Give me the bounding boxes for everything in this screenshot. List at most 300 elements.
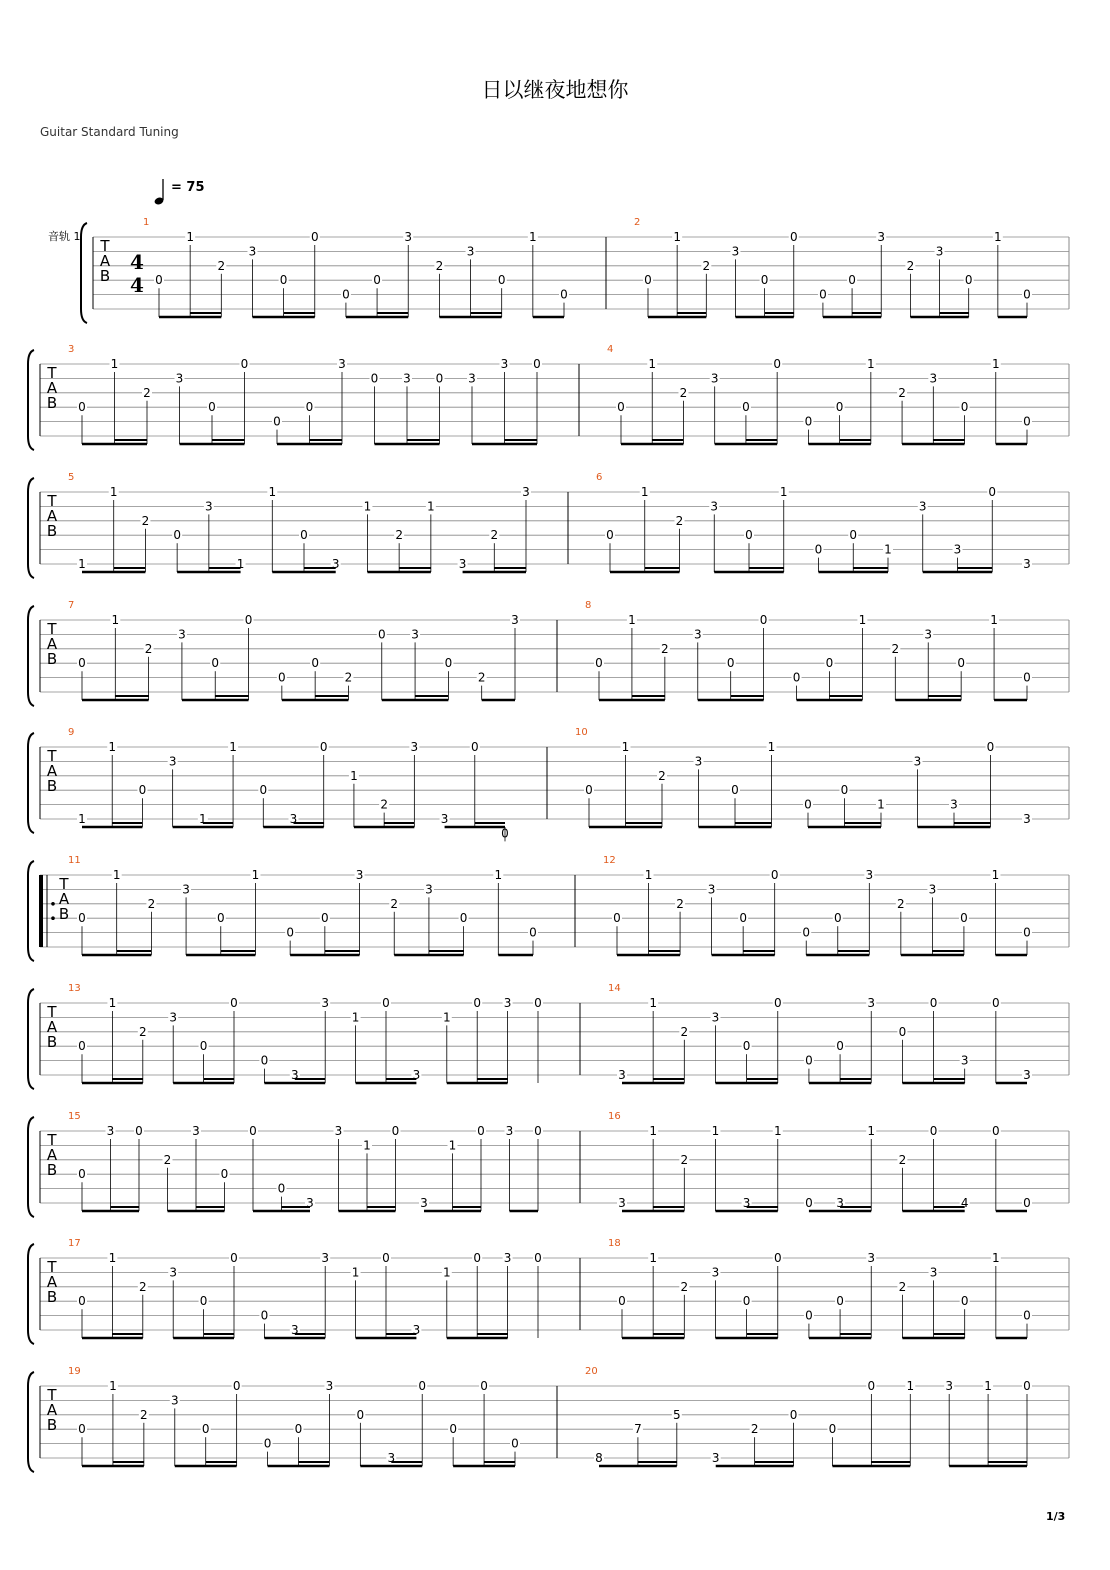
fret-number: 3 xyxy=(711,1451,720,1465)
measure-number: 1 xyxy=(143,217,150,228)
fret-number: 1 xyxy=(858,613,867,627)
fret-number: 0 xyxy=(760,273,769,288)
fret-number: 1 xyxy=(351,1010,360,1025)
fret-number: 3 xyxy=(1023,1068,1031,1082)
fret-number: 0 xyxy=(511,1436,519,1451)
fret-number: 1 xyxy=(991,868,1000,882)
fret-number: 0 xyxy=(618,1294,626,1309)
fret-number: 0 xyxy=(459,911,468,926)
fret-number: 0 xyxy=(220,1167,229,1182)
fret-number: 1 xyxy=(111,613,120,627)
measure-number: 7 xyxy=(68,600,75,611)
fret-number: 1 xyxy=(363,499,372,514)
fret-number: 0 xyxy=(278,670,286,685)
fret-number: 2 xyxy=(750,1422,759,1437)
staff-bracket xyxy=(28,1117,34,1217)
measure-number: 20 xyxy=(585,1366,598,1377)
fret-number: 0 xyxy=(789,230,798,244)
fret-number: 0 xyxy=(449,1422,457,1437)
fret-number: 0 xyxy=(435,371,444,386)
fret-number: 2 xyxy=(680,1279,689,1294)
fret-number: 3 xyxy=(205,499,213,514)
fret-number: 0 xyxy=(444,656,453,671)
fret-number: 0 xyxy=(321,911,329,926)
fret-number: 0 xyxy=(135,1124,143,1138)
fret-number: 2 xyxy=(680,1024,689,1039)
tab-clef-letter: A xyxy=(46,1018,58,1036)
fret-number: 0 xyxy=(773,357,781,371)
fret-number: 0 xyxy=(373,273,381,288)
tab-clef-letter: A xyxy=(46,635,58,653)
fret-number: 2 xyxy=(680,1152,689,1167)
tab-clef-letter: B xyxy=(46,1416,58,1434)
fret-number: 4 xyxy=(960,1196,969,1210)
fret-number: 3 xyxy=(707,882,716,897)
fret-number: 0 xyxy=(814,542,823,557)
fret-number: 3 xyxy=(387,1451,396,1465)
fret-number: 1 xyxy=(648,357,657,371)
tab-clef-letter: T xyxy=(47,492,57,510)
fret-number: 1 xyxy=(644,868,653,882)
fret-number: 3 xyxy=(168,754,177,769)
fret-number: 3 xyxy=(928,882,937,897)
fret-number: 0 xyxy=(960,1294,969,1309)
fret-number: 0 xyxy=(849,528,858,543)
fret-number: 1 xyxy=(229,740,237,754)
fret-number: 2 xyxy=(490,528,499,543)
fret-number: 0 xyxy=(773,1251,782,1265)
fret-number: 1 xyxy=(649,1251,657,1265)
fret-number: 1 xyxy=(984,1379,992,1393)
fret-number: 0 xyxy=(644,273,652,288)
fret-number: 2 xyxy=(661,641,669,656)
fret-number: 3 xyxy=(403,371,411,386)
fret-number: 2 xyxy=(143,385,151,400)
fret-number: 1 xyxy=(673,230,681,244)
fret-number: 3 xyxy=(710,371,719,386)
tab-clef-letter: T xyxy=(47,747,57,765)
fret-number: 0 xyxy=(477,1124,485,1138)
fret-number: 3 xyxy=(505,1124,514,1138)
fret-number: 1 xyxy=(494,868,503,882)
fret-number: 0 xyxy=(470,740,479,754)
fret-number: 0 xyxy=(840,783,849,798)
fret-number: 0 xyxy=(745,528,753,543)
fret-number: 2 xyxy=(702,258,711,273)
staff-bracket xyxy=(28,606,34,706)
fret-number: 1 xyxy=(649,1124,657,1138)
fret-number: 2 xyxy=(898,1279,907,1294)
fret-number: 0 xyxy=(992,1124,1000,1138)
tab-clef-letter: B xyxy=(46,1033,58,1051)
fret-number: 2 xyxy=(891,641,900,656)
fret-number: 1 xyxy=(991,357,1000,371)
fret-number: 3 xyxy=(1023,812,1031,826)
tempo-marking: = 75 xyxy=(171,180,205,195)
fret-number: 2 xyxy=(163,1152,172,1167)
staff-bracket xyxy=(28,1244,34,1344)
fret-number: 3 xyxy=(522,485,530,499)
fret-number: 3 xyxy=(503,1251,512,1265)
fret-number: 3 xyxy=(192,1124,200,1138)
fret-number: 1 xyxy=(109,485,118,499)
fret-number: 0 xyxy=(986,740,995,754)
tab-clef-letter: A xyxy=(58,890,70,908)
fret-number: 3 xyxy=(945,1379,954,1393)
fret-number: 1 xyxy=(649,996,657,1010)
measure-number: 18 xyxy=(608,1238,621,1249)
tab-clef-letter: A xyxy=(46,1273,58,1291)
measure-number: 17 xyxy=(68,1238,81,1249)
fret-number: 0 xyxy=(78,400,86,415)
fret-number: 3 xyxy=(929,1265,938,1280)
fret-number: 3 xyxy=(248,244,257,259)
fret-number: 0 xyxy=(964,273,973,288)
fret-number: 0 xyxy=(173,528,181,543)
fret-number: 1 xyxy=(906,1379,915,1393)
fret-number: 0 xyxy=(595,656,603,671)
measure-number: 11 xyxy=(68,855,81,866)
fret-number: 0 xyxy=(244,613,253,627)
fret-number: 0 xyxy=(273,414,281,429)
fret-number: 0 xyxy=(199,1039,208,1054)
fret-number: 0 xyxy=(534,996,542,1010)
fret-number: 3 xyxy=(440,812,449,826)
fret-number: 0 xyxy=(534,1124,542,1138)
fret-number: 0 xyxy=(898,1024,907,1039)
fret-number: 0 xyxy=(342,287,350,302)
fret-number: 0 xyxy=(534,1251,542,1265)
fret-number: 1 xyxy=(363,1138,371,1153)
fret-number: 0 xyxy=(382,1251,390,1265)
tab-clef-letter: A xyxy=(46,507,58,525)
fret-number: 0 xyxy=(260,1053,269,1068)
fret-number: 3 xyxy=(355,868,364,882)
fret-number: 1 xyxy=(628,613,636,627)
fret-number: 2 xyxy=(147,896,156,911)
fret-number: 1 xyxy=(108,996,117,1010)
repeat-dot xyxy=(51,916,55,920)
fret-number: 1 xyxy=(351,1265,360,1280)
fret-number: 0 xyxy=(473,996,482,1010)
fret-number: 0 xyxy=(1023,1308,1031,1323)
fret-number: 3 xyxy=(182,882,190,897)
fret-number: 1 xyxy=(529,230,537,244)
fret-number: 3 xyxy=(929,371,938,386)
fret-number: 0 xyxy=(155,273,163,288)
fret-number: 0 xyxy=(78,1422,86,1437)
fret-number: 2 xyxy=(897,896,905,911)
fret-number: 0 xyxy=(606,528,614,543)
fret-number: 3 xyxy=(404,230,413,244)
fret-number: 0 xyxy=(216,911,225,926)
measure-number: 12 xyxy=(603,855,616,866)
fret-number: 0 xyxy=(1023,414,1031,429)
fret-number: 3 xyxy=(924,627,933,642)
fret-number: 2 xyxy=(658,768,666,783)
fret-number: 0 xyxy=(533,357,541,371)
fret-number: 3 xyxy=(711,1265,720,1280)
fret-number: 1 xyxy=(767,740,776,754)
fret-number: 5 xyxy=(672,1407,681,1422)
fret-number: 1 xyxy=(867,1124,876,1138)
fret-number: 3 xyxy=(425,882,433,897)
fret-number: 2 xyxy=(395,528,403,543)
tab-clef-letter: T xyxy=(47,1003,57,1021)
fret-number: 1 xyxy=(442,1010,451,1025)
fret-number: 0 xyxy=(836,1039,844,1054)
fret-number: 0 xyxy=(739,911,747,926)
fret-number: 1 xyxy=(268,485,277,499)
fret-number: 0 xyxy=(585,783,593,798)
fret-number: 3 xyxy=(331,557,340,571)
tab-clef-letter: T xyxy=(59,875,69,893)
fret-number: 0 xyxy=(259,783,268,798)
fret-number: 0 xyxy=(867,1379,876,1393)
fret-number: 3 xyxy=(867,996,876,1010)
fret-number: 3 xyxy=(412,1068,421,1082)
fret-number: 8 xyxy=(595,1451,603,1465)
time-signature-numerator: 4 xyxy=(130,249,144,274)
fret-number: 2 xyxy=(675,513,684,528)
measure-number: 13 xyxy=(68,983,81,994)
fret-number: 0 xyxy=(319,740,328,754)
fret-number: 3 xyxy=(290,1323,299,1337)
fret-number: 3 xyxy=(960,1053,969,1068)
fret-number: 3 xyxy=(412,1323,421,1337)
tuning-label: Guitar Standard Tuning xyxy=(40,125,179,139)
fret-number: 1 xyxy=(427,499,435,514)
fret-number: 0 xyxy=(356,1407,365,1422)
tab-clef-letter: B xyxy=(46,777,58,795)
fret-number: 2 xyxy=(217,258,226,273)
fret-number: 0 xyxy=(742,1039,751,1054)
fret-number: 3 xyxy=(306,1196,314,1210)
fret-number: 0 xyxy=(249,1124,257,1138)
score-title: 日以继夜地想你 xyxy=(481,78,629,102)
fret-number: 3 xyxy=(1023,557,1031,571)
fret-number: 0 xyxy=(773,996,782,1010)
measure-number: 19 xyxy=(68,1366,81,1377)
measure-number: 8 xyxy=(585,600,592,611)
fret-number: 0 xyxy=(201,1422,210,1437)
staff-bracket xyxy=(28,861,34,961)
fret-number: 0 xyxy=(805,1308,813,1323)
fret-number: 1 xyxy=(108,740,117,754)
fret-number: 3 xyxy=(867,1251,876,1265)
fret-number: 1 xyxy=(884,542,892,557)
fret-number: 0 xyxy=(805,1196,813,1210)
fret-number: 1 xyxy=(867,357,875,371)
fret-number: 0 xyxy=(208,400,216,415)
fret-number: 2 xyxy=(390,896,399,911)
fret-number: 0 xyxy=(377,627,386,642)
measure-number: 10 xyxy=(575,727,588,738)
fret-number: 1 xyxy=(236,557,245,571)
fret-number: 1 xyxy=(711,1124,720,1138)
measure-number: 2 xyxy=(634,217,641,228)
fret-number: 0 xyxy=(1023,670,1031,685)
fret-number: 0 xyxy=(501,826,509,841)
fret-number: 0 xyxy=(279,273,288,288)
fret-number: 0 xyxy=(960,911,968,926)
fret-number: 0 xyxy=(78,1039,86,1054)
fret-number: 0 xyxy=(473,1251,482,1265)
fret-number: 2 xyxy=(676,896,684,911)
tab-clef-letter: B xyxy=(46,650,58,668)
fret-number: 3 xyxy=(321,1251,330,1265)
fret-number: 3 xyxy=(694,754,703,769)
fret-number: 0 xyxy=(240,357,249,371)
fret-number: 3 xyxy=(466,244,475,259)
fret-number: 1 xyxy=(779,485,788,499)
fret-number: 3 xyxy=(953,542,962,557)
fret-number: 3 xyxy=(290,1068,299,1082)
fret-number: 1 xyxy=(992,1251,1000,1265)
fret-number: 2 xyxy=(906,258,915,273)
fret-number: 0 xyxy=(929,996,938,1010)
fret-number: 0 xyxy=(731,783,739,798)
tab-clef-letter: T xyxy=(47,364,57,382)
fret-number: 0 xyxy=(825,656,834,671)
tab-clef-letter: T xyxy=(47,1258,57,1276)
staff-bracket xyxy=(81,223,87,323)
fret-number: 0 xyxy=(792,670,801,685)
fret-number: 0 xyxy=(929,1124,938,1138)
fret-number: 3 xyxy=(731,244,740,259)
fret-number: 0 xyxy=(742,400,750,415)
fret-number: 0 xyxy=(497,273,506,288)
fret-number: 0 xyxy=(199,1294,208,1309)
fret-number: 3 xyxy=(618,1196,626,1210)
fret-number: 0 xyxy=(988,485,997,499)
page-number: 1/3 xyxy=(1046,1510,1066,1523)
fret-number: 0 xyxy=(802,925,811,940)
staff-bracket xyxy=(28,989,34,1089)
measure-number: 9 xyxy=(68,727,75,738)
fret-number: 1 xyxy=(773,1124,782,1138)
fret-number: 3 xyxy=(325,1379,334,1393)
tab-clef-letter: B xyxy=(46,1161,58,1179)
fret-number: 3 xyxy=(170,1393,179,1408)
fret-number: 2 xyxy=(344,670,353,685)
fret-number: 0 xyxy=(617,400,625,415)
fret-number: 3 xyxy=(618,1068,626,1082)
measure-number: 5 xyxy=(68,472,75,483)
measure-number: 15 xyxy=(68,1111,81,1122)
fret-number: 3 xyxy=(935,244,944,259)
fret-number: 2 xyxy=(477,670,486,685)
fret-number: 0 xyxy=(613,911,621,926)
repeat-dot xyxy=(51,902,55,906)
fret-number: 0 xyxy=(230,1251,238,1265)
staff-bracket xyxy=(28,350,34,450)
fret-number: 0 xyxy=(480,1379,488,1393)
fret-number: 0 xyxy=(805,1053,813,1068)
measure-number: 14 xyxy=(608,983,621,994)
fret-number: 2 xyxy=(898,385,906,400)
fret-number: 0 xyxy=(560,287,568,302)
fret-number: 0 xyxy=(260,1308,269,1323)
fret-number: 3 xyxy=(503,996,512,1010)
tab-clef-letter: A xyxy=(46,379,58,397)
fret-number: 3 xyxy=(918,499,927,514)
fret-number: 0 xyxy=(789,1407,798,1422)
fret-number: 3 xyxy=(106,1124,115,1138)
tab-clef-letter: B xyxy=(46,522,58,540)
measure-number: 3 xyxy=(68,344,75,355)
fret-number: 1 xyxy=(350,768,358,783)
fret-number: 3 xyxy=(169,1265,178,1280)
fret-number: 0 xyxy=(726,656,735,671)
fret-number: 0 xyxy=(78,656,86,671)
fret-number: 0 xyxy=(78,1167,86,1182)
tab-clef-letter: T xyxy=(47,1386,57,1404)
fret-number: 0 xyxy=(78,911,86,926)
fret-number: 1 xyxy=(994,230,1002,244)
fret-number: 3 xyxy=(950,797,958,812)
fret-number: 2 xyxy=(138,1024,147,1039)
fret-number: 1 xyxy=(621,740,630,754)
measure-number: 6 xyxy=(596,472,603,483)
fret-number: 0 xyxy=(138,783,147,798)
fret-number: 3 xyxy=(468,371,476,386)
fret-number: 0 xyxy=(992,996,1000,1010)
tab-clef-letter: B xyxy=(99,267,111,285)
fret-number: 2 xyxy=(679,385,688,400)
tab-clef-letter: B xyxy=(46,1288,58,1306)
fret-number: 1 xyxy=(877,797,885,812)
fret-number: 1 xyxy=(110,357,119,371)
fret-number: 0 xyxy=(819,287,827,302)
fret-number: 1 xyxy=(442,1265,451,1280)
fret-number: 0 xyxy=(742,1294,751,1309)
fret-number: 2 xyxy=(380,797,388,812)
fret-number: 7 xyxy=(634,1422,642,1437)
fret-number: 0 xyxy=(211,656,220,671)
fret-number: 0 xyxy=(310,230,319,244)
fret-number: 2 xyxy=(141,513,150,528)
tab-clef-letter: B xyxy=(46,394,58,412)
fret-number: 3 xyxy=(836,1196,844,1210)
tab-clef-letter: A xyxy=(46,762,58,780)
fret-number: 0 xyxy=(230,996,238,1010)
fret-number: 0 xyxy=(1023,1196,1031,1210)
fret-number: 0 xyxy=(804,414,813,429)
fret-number: 1 xyxy=(186,230,194,244)
fret-number: 0 xyxy=(277,1181,286,1196)
fret-number: 0 xyxy=(1023,925,1031,940)
fret-number: 3 xyxy=(693,627,702,642)
track-name: 音轨 1 xyxy=(48,230,81,243)
fret-number: 3 xyxy=(511,613,519,627)
staff-bracket xyxy=(28,478,34,578)
fret-number: 3 xyxy=(338,357,346,371)
fret-number: 0 xyxy=(300,528,308,543)
fret-number: 0 xyxy=(78,1294,86,1309)
fret-number: 0 xyxy=(370,371,379,386)
fret-number: 2 xyxy=(898,1152,907,1167)
fret-number: 0 xyxy=(835,400,844,415)
fret-number: 3 xyxy=(289,812,298,826)
fret-number: 0 xyxy=(263,1436,272,1451)
fret-number: 3 xyxy=(169,1010,178,1025)
fret-number: 3 xyxy=(334,1124,343,1138)
fret-number: 0 xyxy=(311,656,319,671)
fret-number: 1 xyxy=(640,485,649,499)
fret-number: 0 xyxy=(804,797,812,812)
measure-number: 16 xyxy=(608,1111,621,1122)
